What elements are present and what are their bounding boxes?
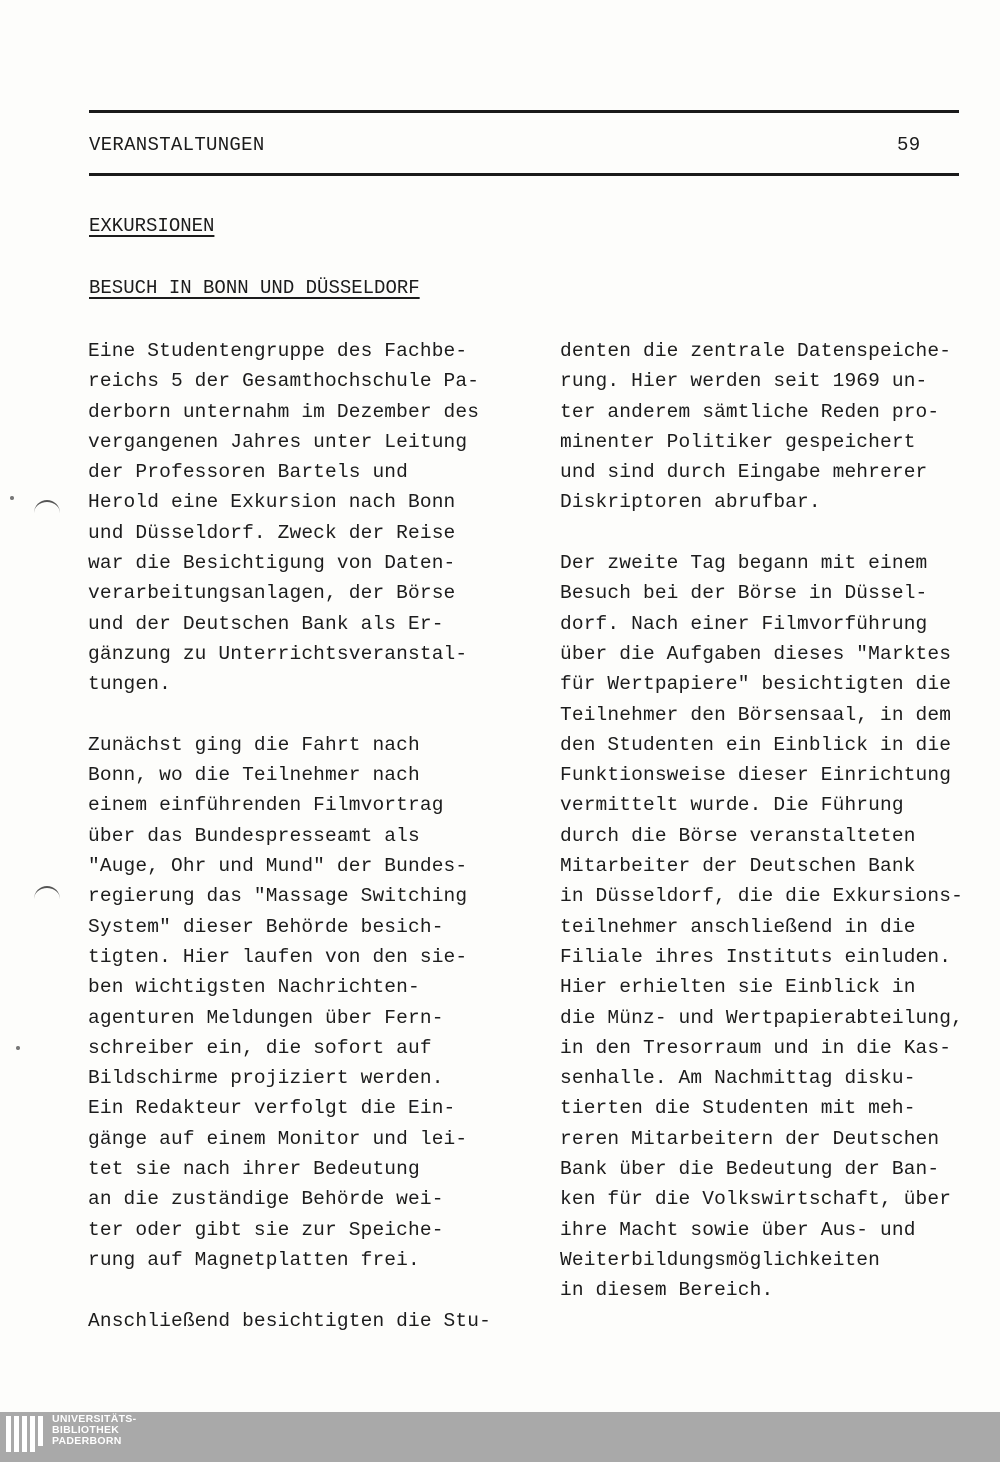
text-line: verarbeitungsanlagen, der Börse: [88, 582, 456, 605]
left-paragraph-1: [88, 336, 479, 700]
section-title: VERANSTALTUNGEN: [89, 134, 265, 156]
library-name: [52, 1414, 136, 1447]
text-line: gänge auf einem Monitor und lei-: [88, 1127, 468, 1150]
text-line: ken für die Volkswirtschaft, über: [560, 1188, 952, 1211]
text-line: ter anderem sämtliche Reden pro-: [560, 400, 940, 423]
text-line: für Wertpapiere" besichtigten die: [560, 673, 952, 696]
text-line: "Auge, Ohr und Mund" der Bundes-: [88, 855, 468, 878]
right-paragraph-2: [560, 548, 963, 1305]
library-name-line: BIBLIOTHEK: [52, 1424, 120, 1436]
text-line: teilnehmer anschließend in die: [560, 915, 916, 938]
text-line: System" dieser Behörde besich-: [88, 915, 444, 938]
library-logo-icon: [4, 1416, 46, 1456]
text-line: vermittelt wurde. Die Führung: [560, 794, 904, 817]
text-line: der Professoren Bartels und: [88, 461, 409, 484]
text-line: tet sie nach ihrer Bedeutung: [88, 1158, 420, 1181]
text-line: durch die Börse veranstalteten: [560, 824, 916, 847]
text-line: war die Besichtigung von Daten-: [88, 552, 456, 575]
text-line: einem einführenden Filmvortrag: [88, 794, 444, 817]
text-line: agenturen Meldungen über Fern-: [88, 1006, 444, 1029]
text-line: denten die zentrale Datenspeiche-: [560, 340, 952, 362]
text-line: in Düsseldorf, die die Exkursions-: [560, 885, 963, 908]
text-line: an die zuständige Behörde wei-: [88, 1188, 444, 1211]
text-line: Mitarbeiter der Deutschen Bank: [560, 855, 916, 878]
text-line: reichs 5 der Gesamthochschule Pa-: [88, 370, 480, 393]
text-line: regierung das "Massage Switching: [88, 885, 468, 908]
text-line: gänzung zu Unterrichtsveranstal-: [88, 642, 468, 665]
text-line: den Studenten ein Einblick in die: [560, 733, 952, 756]
category-heading: EXKURSIONEN: [89, 215, 215, 237]
text-line: Hier erhielten sie Einblick in: [560, 976, 916, 999]
text-line: reren Mitarbeitern der Deutschen: [560, 1127, 940, 1150]
right-paragraph-1: [560, 336, 963, 518]
text-line: Eine Studentengruppe des Fachbe-: [88, 340, 468, 362]
library-footer-bar: [0, 1412, 1000, 1462]
text-line: und der Deutschen Bank als Er-: [88, 612, 444, 635]
scan-mark: [34, 886, 60, 902]
text-line: in diesem Bereich.: [560, 1279, 774, 1302]
right-column: [560, 336, 963, 1306]
text-line: rung. Hier werden seit 1969 un-: [560, 370, 928, 393]
text-line: derborn unternahm im Dezember des: [88, 400, 480, 423]
scan-dot: [10, 496, 14, 500]
text-line: ben wichtigsten Nachrichten-: [88, 976, 420, 999]
text-line: Teilnehmer den Börsensaal, in dem: [560, 703, 952, 726]
library-name-line: UNIVERSITÄTS-: [52, 1413, 137, 1425]
text-line: Weiterbildungsmöglichkeiten: [560, 1248, 881, 1271]
text-line: vergangenen Jahres unter Leitung: [88, 430, 468, 453]
text-line: dorf. Nach einer Filmvorführung: [560, 612, 928, 635]
text-line: tigten. Hier laufen von den sie-: [88, 945, 468, 968]
text-line: die Münz- und Wertpapierabteilung,: [560, 1006, 963, 1029]
text-line: Zunächst ging die Fahrt nach: [88, 733, 420, 756]
text-line: Bonn, wo die Teilnehmer nach: [88, 764, 420, 787]
article-title: BESUCH IN BONN UND DÜSSELDORF: [89, 277, 420, 299]
text-line: Diskriptoren abrufbar.: [560, 491, 821, 514]
library-name-line: PADERBORN: [52, 1435, 122, 1447]
text-line: über das Bundespresseamt als: [88, 824, 420, 847]
text-line: Ein Redakteur verfolgt die Ein-: [88, 1097, 456, 1120]
text-line: Der zweite Tag begann mit einem: [560, 552, 928, 575]
text-line: und Düsseldorf. Zweck der Reise: [88, 521, 456, 544]
page-number: 59: [897, 134, 921, 156]
text-line: schreiber ein, die sofort auf: [88, 1036, 432, 1059]
text-line: ter oder gibt sie zur Speiche-: [88, 1218, 444, 1241]
text-line: Bank über die Bedeutung der Ban-: [560, 1158, 940, 1181]
text-line: minenter Politiker gespeichert: [560, 430, 916, 453]
text-line: Herold eine Exkursion nach Bonn: [88, 491, 456, 514]
text-line: Funktionsweise dieser Einrichtung: [560, 764, 952, 787]
scan-dot: [16, 1046, 20, 1050]
text-line: Bildschirme projiziert werden.: [88, 1067, 444, 1090]
text-line: Besuch bei der Börse in Düssel-: [560, 582, 928, 605]
text-line: Filiale ihres Instituts einluden.: [560, 945, 952, 968]
text-line: ihre Macht sowie über Aus- und: [560, 1218, 916, 1241]
text-line: tungen.: [88, 673, 171, 696]
left-paragraph-2: [88, 730, 479, 1275]
left-paragraph-3: Anschließend besichtigten die Stu-: [88, 1310, 491, 1332]
text-line: rung auf Magnetplatten frei.: [88, 1248, 420, 1271]
scan-mark: [34, 500, 60, 516]
text-line: und sind durch Eingabe mehrerer: [560, 461, 928, 484]
text-line: über die Aufgaben dieses "Marktes: [560, 642, 952, 665]
text-line: senhalle. Am Nachmittag disku-: [560, 1067, 916, 1090]
text-line: tierten die Studenten mit meh-: [560, 1097, 916, 1120]
text-line: in den Tresorraum und in die Kas-: [560, 1036, 952, 1059]
left-column: [88, 336, 479, 1275]
header-top-rule: [89, 110, 959, 113]
header-bottom-rule: [89, 173, 959, 176]
